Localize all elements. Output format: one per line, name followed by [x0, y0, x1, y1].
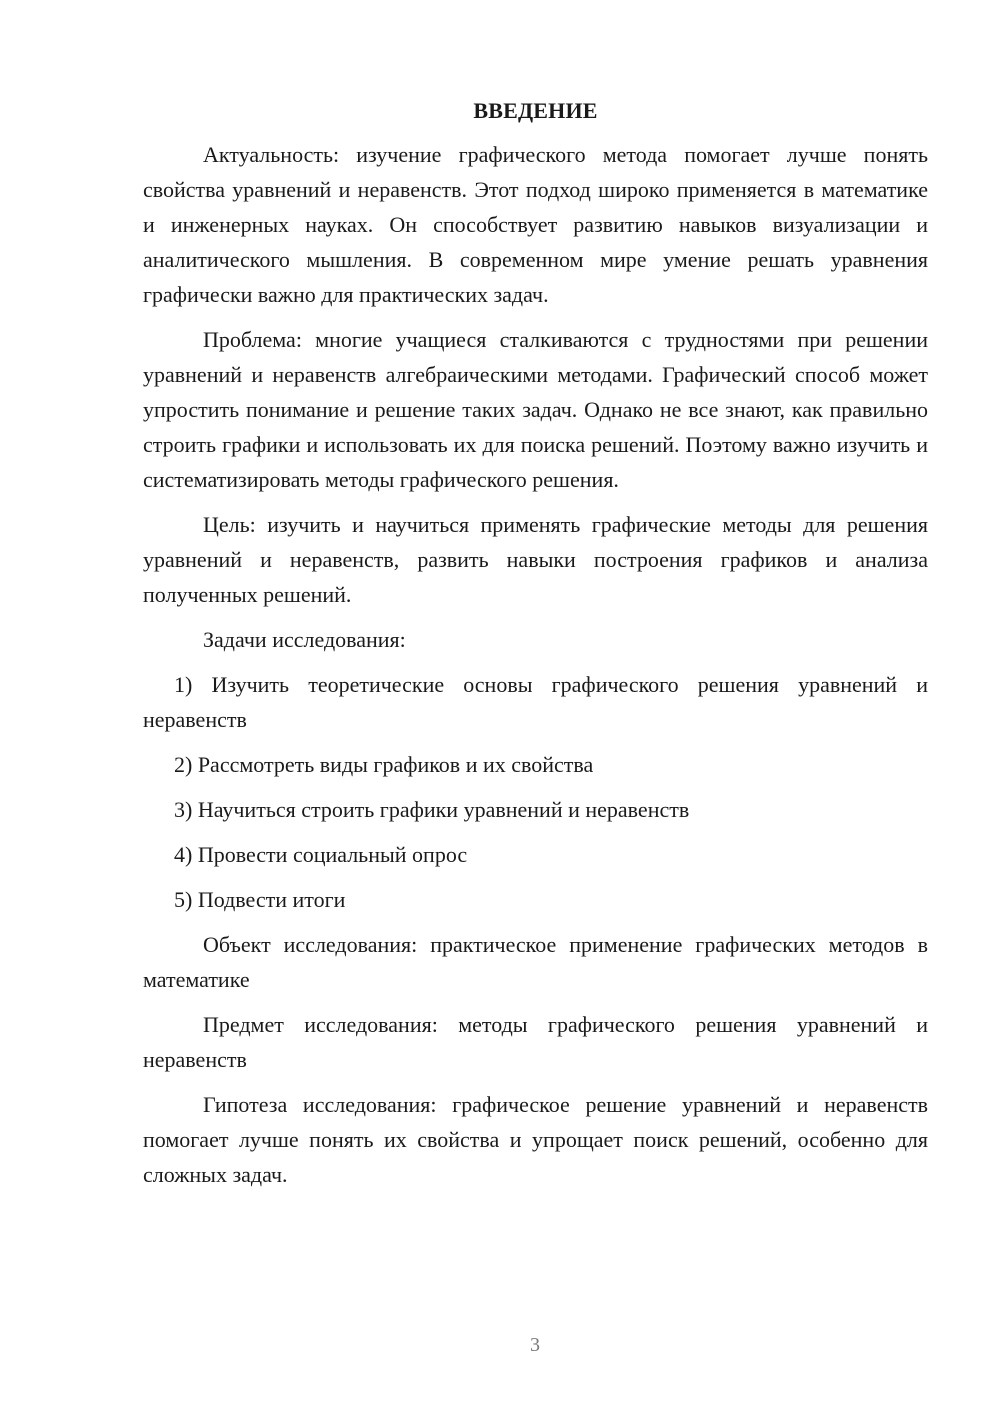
goal-paragraph: Цель: изучить и научиться применять графические методы для решения уравнений и неравенств, развить навыки построения графиков и анализа полученных решений. — [143, 512, 928, 607]
subject-paragraph: Предмет исследования: методы графического решения уравнений и неравенств — [143, 1012, 928, 1072]
tasks-heading: Задачи исследования: — [203, 627, 406, 652]
task-item: 2) Рассмотреть виды графиков и их свойства — [174, 752, 594, 777]
task-item: 3) Научиться строить графики уравнений и неравенств — [174, 797, 690, 822]
problem-paragraph: Проблема: многие учащиеся сталкиваются с трудностями при решении уравнений и неравенств алгебраическими методами. Графический способ может упростить понимание и решение таких задач. Однако не все знают, как правильно строить графики и использовать их для поиска решений. Поэтому важно изучить и систематизировать методы графического решения. — [143, 327, 928, 492]
object-paragraph: Объект исследования: практическое применение графических методов в математике — [143, 932, 928, 992]
relevance-paragraph: Актуальность: изучение графического метода помогает лучше понять свойства уравнений и неравенств. Этот подход широко применяется в математике и инженерных науках. Он способствует развитию навыков визуализации и аналитического мышления. В современном мире умение решать уравнения графически важно для практических задач. — [143, 142, 928, 307]
section-title: ВВЕДЕНИЕ — [473, 98, 598, 123]
page-number: 3 — [530, 1334, 540, 1356]
hypothesis-paragraph: Гипотеза исследования: графическое решение уравнений и неравенств помогает лучше понять их свойства и упрощает поиск решений, особенно для сложных задач. — [143, 1092, 928, 1187]
page-content — [143, 95, 928, 1202]
task-item: 1) Изучить теоретические основы графического решения уравнений и неравенств — [143, 672, 928, 732]
task-item: 4) Провести социальный опрос — [174, 842, 468, 867]
task-item: 5) Подвести итоги — [174, 887, 346, 912]
